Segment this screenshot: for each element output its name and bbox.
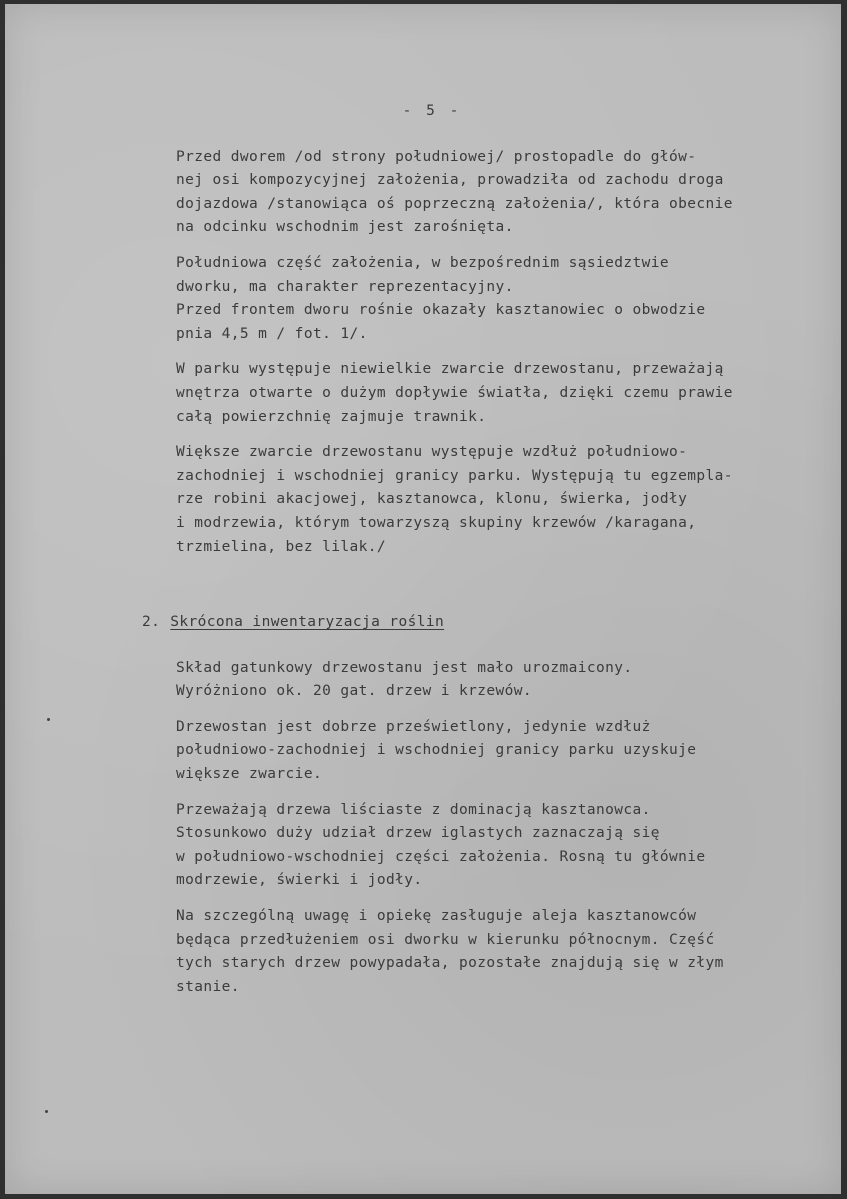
text-line: nej osi kompozycyjnej założenia, prowadziła od zachodu droga: [176, 172, 724, 189]
text-line: Wyróżniono ok. 20 gat. drzew i krzewów.: [176, 683, 533, 700]
paragraph: [142, 252, 802, 346]
paragraph: [142, 799, 802, 893]
paragraph-group-inventory: [142, 657, 802, 1000]
text-line: dworku, ma charakter reprezentacyjny.: [176, 278, 514, 295]
section-number: 2.: [142, 614, 161, 631]
text-line: Skład gatunkowy drzewostanu jest mało urozmaicony.: [176, 659, 633, 676]
text-line: Przed frontem dworu rośnie okazały kasztanowiec o obwodzie: [176, 302, 706, 319]
page-number: - 5 -: [402, 103, 462, 119]
text-line: Przed dworem /od strony południowej/ prostopadle do głów-: [176, 148, 697, 165]
text-line: całą powierzchnię zajmuje trawnik.: [176, 408, 487, 425]
paragraph: [142, 716, 802, 787]
paper-speck: [45, 1110, 48, 1113]
text-line: W parku występuje niewielkie zwarcie drzewostanu, przeważają: [176, 361, 724, 378]
text-line: w południowo-wschodniej części założenia. Rosną tu głównie: [176, 848, 706, 865]
section-heading: [142, 611, 802, 635]
paragraph: [142, 905, 802, 999]
paragraph: [142, 657, 802, 704]
text-line: zachodniej i wschodniej granicy parku. Występują tu egzempla-: [176, 467, 733, 484]
text-line: rze robini akacjowej, kasztanowca, klonu, świerka, jodły: [176, 491, 688, 508]
text-line: Na szczególną uwagę i opiekę zasługuje aleja kasztanowców: [176, 908, 697, 925]
text-line: Stosunkowo duży udział drzew iglastych zaznaczają się: [176, 825, 660, 842]
text-line: większe zwarcie.: [176, 766, 323, 783]
paragraph: [142, 146, 802, 240]
text-line: i modrzewia, którym towarzyszą skupiny krzewów /karagana,: [176, 514, 697, 531]
text-line: pnia 4,5 m / fot. 1/.: [176, 325, 368, 342]
paper-speck: [47, 718, 50, 721]
text-line: stanie.: [176, 978, 240, 995]
text-line: będąca przedłużeniem osi dworku w kierunku północnym. Część: [176, 931, 715, 948]
text-line: Przeważają drzewa liściaste z dominacją kasztanowca.: [176, 801, 651, 818]
text-line: na odcinku wschodnim jest zarośnięta.: [176, 219, 514, 236]
text-line: dojazdowa /stanowiąca oś poprzeczną założenia/, która obecnie: [176, 195, 733, 212]
text-line: modrzewie, świerki i jodły.: [176, 872, 423, 889]
text-line: tych starych drzew powypadała, pozostałe znajdują się w złym: [176, 955, 724, 972]
paragraph: [142, 358, 802, 429]
text-line: wnętrza otwarte o dużym dopływie światła, dzięki czemu prawie: [176, 384, 733, 401]
text-line: Większe zwarcie drzewostanu występuje wzdłuż południowo-: [176, 444, 688, 461]
text-line: Południowa część założenia, w bezpośrednim sąsiedztwie: [176, 254, 670, 271]
paragraph: [142, 441, 802, 559]
text-line: Drzewostan jest dobrze prześwietlony, jedynie wzdłuż: [176, 718, 651, 735]
text-line: południowo-zachodniej i wschodniej granicy parku uzyskuje: [176, 742, 697, 759]
typed-text-body: [142, 100, 802, 1011]
paragraph-group-intro: [142, 146, 802, 560]
text-line: trzmielina, bez lilak./: [176, 538, 386, 555]
section-title: Skrócona inwentaryzacja roślin: [170, 614, 445, 631]
document-page: [5, 4, 841, 1194]
